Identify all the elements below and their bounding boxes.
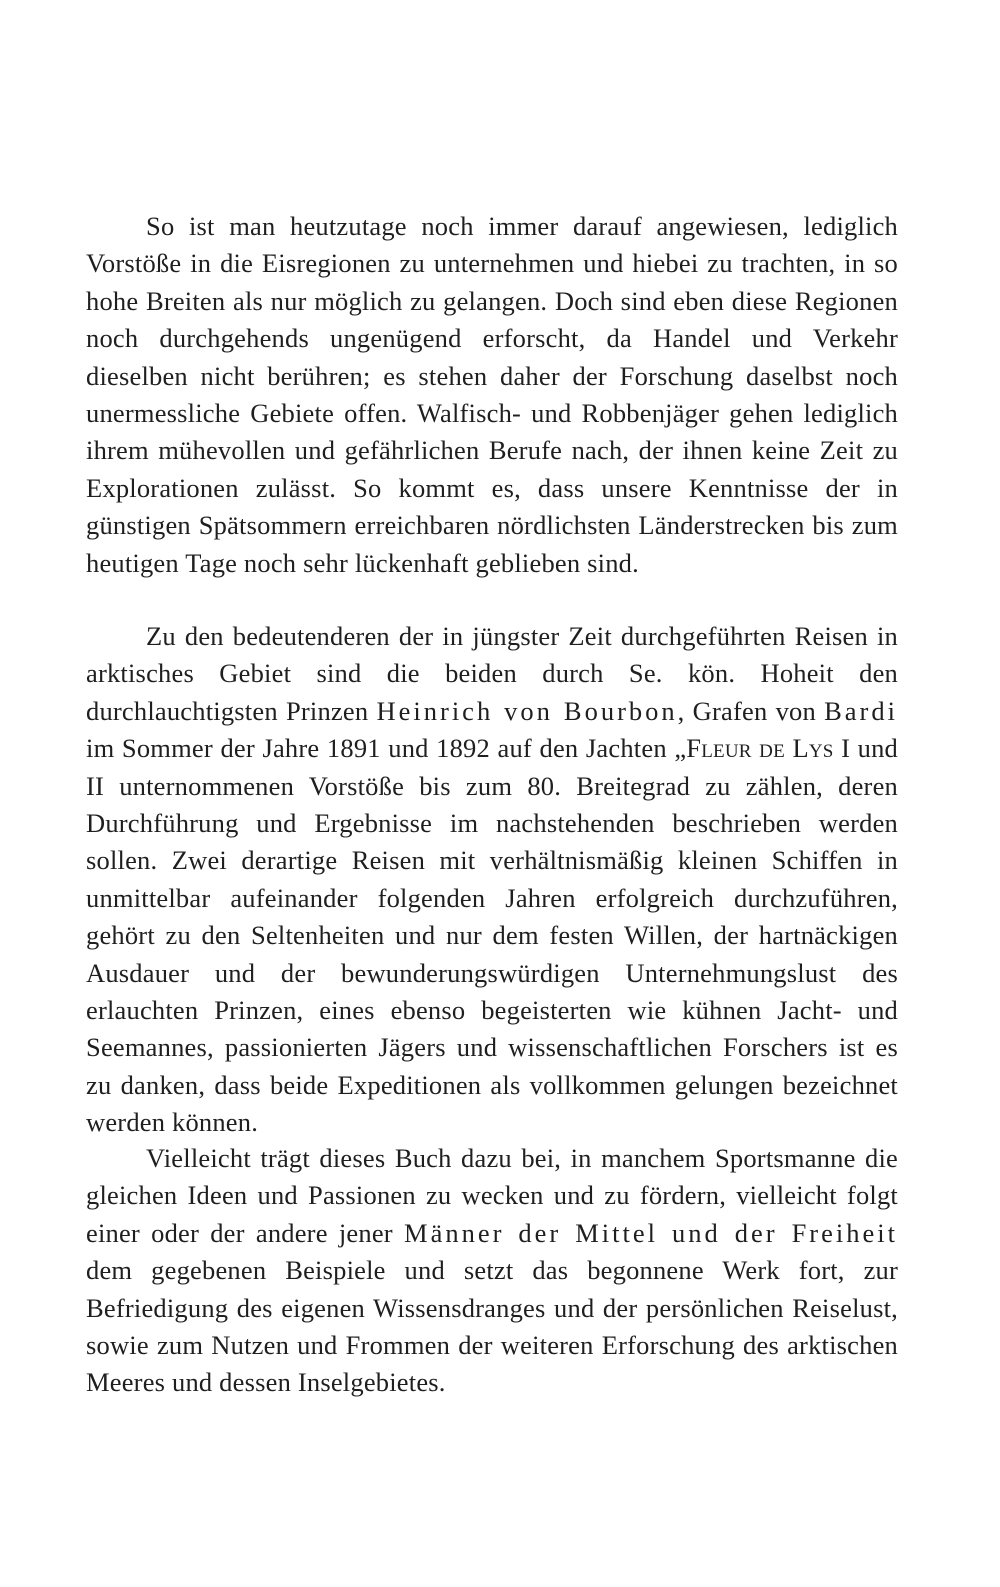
text-segment: I und II unternommenen Vorstöße bis zum 80. Breitegrad zu zählen, deren Durchführung und Ergebnisse im nachstehenden beschrieben werden sollen. Zwei derartige Reisen mit verhältnismäßig kleinen Schiffen in unmittelbar aufeinander folgenden Jahren erfolgreich durchzuführen, gehört zu den Seltenheiten und nur dem festen Willen, der hartnäckigen Ausdauer und der bewunderungswürdigen Unternehmungslust des erlauchten Prinzen, eines ebenso begeisterten wie kühnen Jacht- und Seemannes, passionierten Jägers und wissenschaftlichen Forschers ist es zu danken, dass beide Expeditionen als vollkommen gelungen bezeichnet werden können.	[86, 733, 899, 1138]
text-segment: im Sommer der Jahre 1891 und 1892 auf den Jachten „	[86, 733, 687, 764]
paragraph-1	[86, 208, 898, 582]
paragraph-text	[86, 208, 898, 582]
paragraph-2	[86, 618, 898, 1142]
yacht-name: Fleur de Lys	[686, 733, 834, 764]
text-segment: dem gegebenen Beispiele und setzt das begonnene Werk fort, zur Befriedigung des eigenen Wissensdranges und der persönlichen Reiselust, sowie zum Nutzen und Frommen der weiteren Erforschung des arktischen Meeres und dessen Inselgebietes.	[86, 1255, 898, 1398]
count-title-name: Bardi	[824, 695, 898, 726]
text-segment: So ist man heutzutage noch immer darauf angewiesen, lediglich Vorstöße in die Eisregionen zu unternehmen und hiebei zu trachten, in so hohe Breiten als nur möglich zu gelangen. Doch sind eben diese Regionen noch durchgehends ungenügend erforscht, da Handel und Verkehr dieselben nicht berühren; es stehen daher der Forschung daselbst noch unermessliche Gebiete offen. Walfisch- und Robbenjäger gehen lediglich ihrem mühevollen und gefährlichen Berufe nach, der ihnen keine Zeit zu Explorationen zulässt. So kommt es, dass unsere Kenntnisse der in günstigen Spätsommern erreichbaren nördlichsten Länderstrecken bis zum heutigen Tage noch sehr lückenhaft geblieben sind.	[86, 211, 898, 578]
paragraph-3	[86, 1140, 898, 1402]
emphasized-phrase: Männer der Mittel und der Freiheit	[404, 1217, 898, 1248]
prince-name: Heinrich von Bourbon	[376, 695, 678, 726]
paragraph-text	[86, 1140, 898, 1402]
paragraph-text	[86, 618, 898, 1142]
text-segment: , Grafen von	[677, 695, 825, 726]
text-segment: Zu den bedeutenderen der in jüngster Zeit durchgeführten Reisen in arktisches Gebiet sind die beiden durch Se. kön. Hoheit den durchlauchtigsten Prinzen	[86, 621, 898, 726]
text-segment: Vielleicht trägt dieses Buch dazu bei, in manchem Sportsmanne die gleichen Ideen und Passionen zu wecken und zu fördern, vielleicht folgt einer oder der andere jener	[86, 1143, 898, 1248]
